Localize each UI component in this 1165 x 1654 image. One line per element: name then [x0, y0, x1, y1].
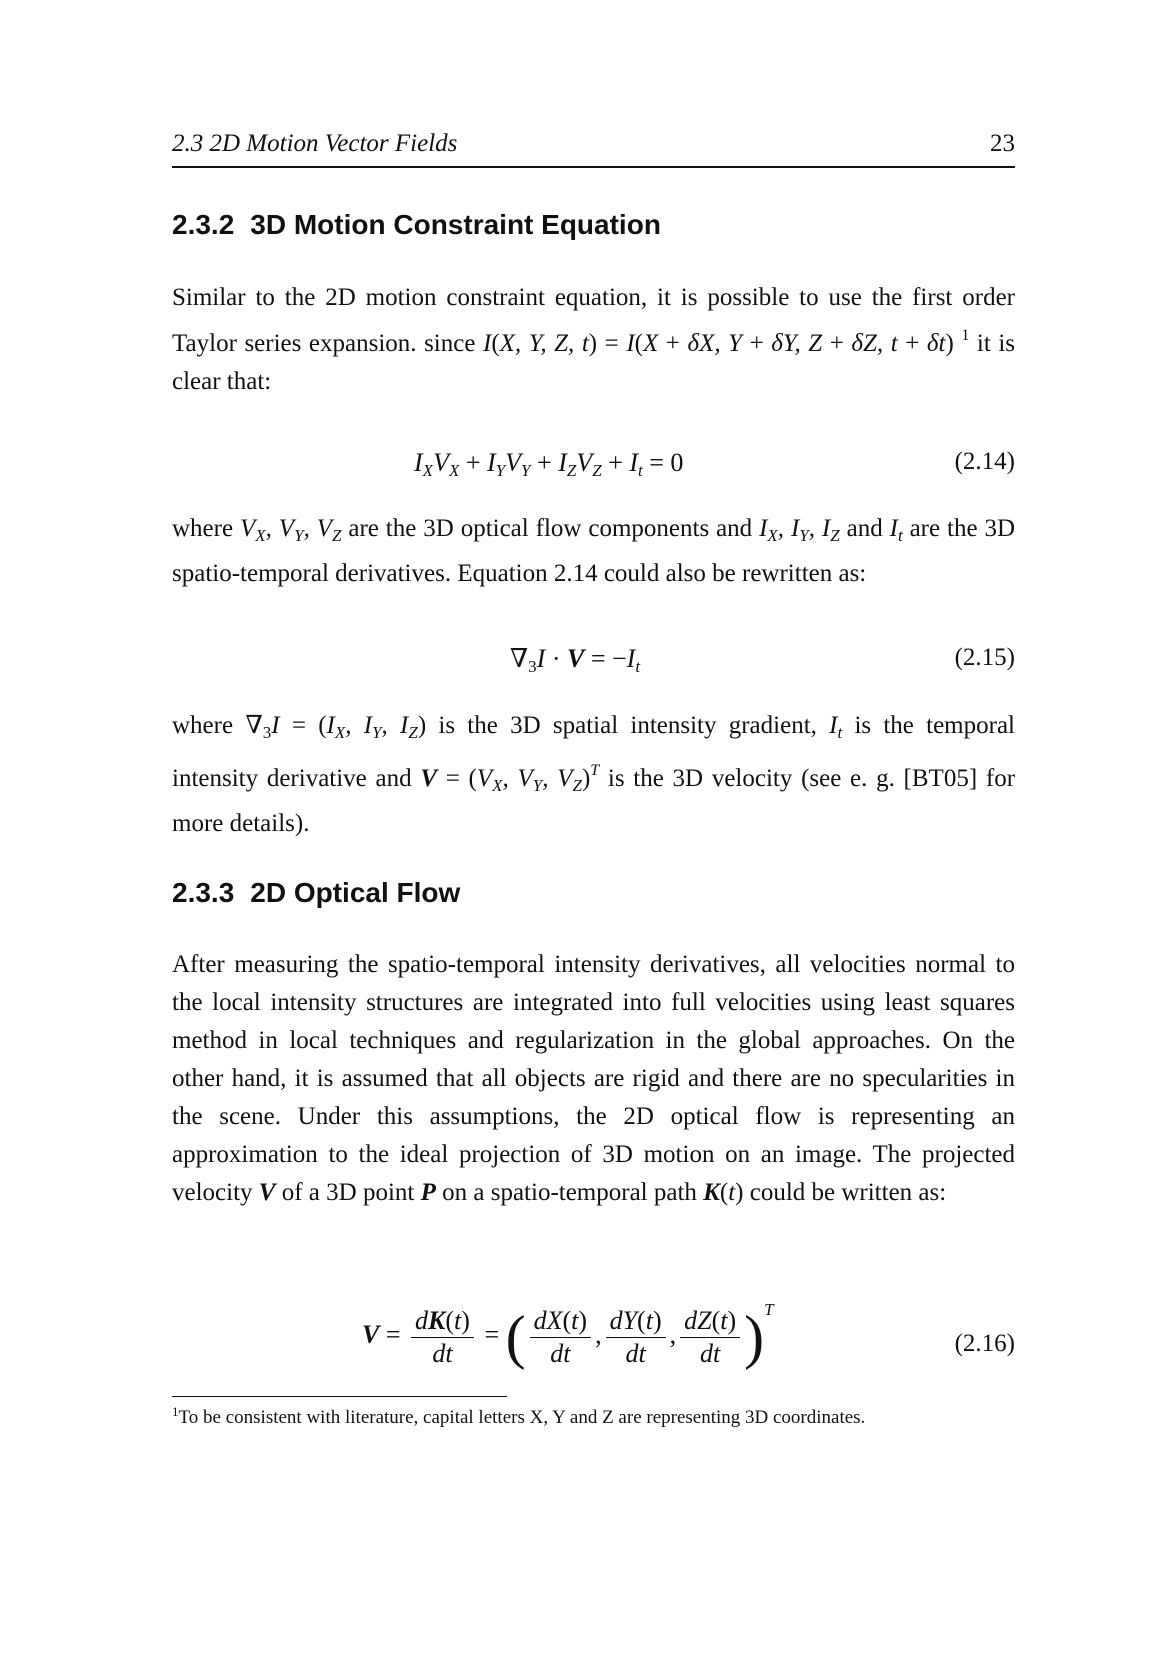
section-heading-2-3-3: [172, 877, 460, 909]
para3-text-4: is the 3D velocity (see e. g. [BT05] for more details).: [172, 765, 1016, 837]
section-number: 2.3.3: [172, 877, 235, 908]
para3-text-1: where: [172, 712, 246, 739]
para2-text-4: are the 3D spatio-temporal derivatives. Equation 2.14 could also be rewritten as:: [172, 515, 1015, 587]
footnote-rule: [172, 1396, 507, 1397]
para1-text-a: Similar to the 2D motion constraint equation, it is possible to use the first order Taylor series expansion. since: [172, 284, 1015, 357]
para2-text-1: where: [172, 515, 240, 542]
section-number: 2.3.2: [172, 209, 235, 240]
paragraph-gradient: where $\nabla_3I = (I_X$, $I_Y$, $I_Z$) is the 3D spatial intensity gradient, $I_t$ is the temporal intensity derivative and $V = (V_X$, $V_Y$, $V_Z)^T$ is the 3D velocity (see e. g. [BT05] for more details).: [172, 712, 1016, 837]
taylor-equation-inline: I: [483, 330, 492, 357]
para3-text-3: is the temporal intensity derivative and: [172, 712, 1015, 792]
equation-2-16-label: (2.16): [954, 1330, 1015, 1357]
fraction-dK-dt: $\frac{dK(t)}{dt}$: [411, 1305, 474, 1370]
page-number: 23: [990, 130, 1015, 157]
paragraph-taylor: Similar to the 2D motion constraint equation, it is possible to use the first order Taylor series expansion. since I(X, Y, Z, t) = I(X + δX, Y + δY, Z + δZ, t + δt) $^1$ it is clear that:: [172, 284, 1015, 395]
para4-text: After measuring the spatio-temporal intensity derivatives, all velocities normal to the local intensity structures are integrated into full velocities using least squares method in local techniques and regularization in the global approaches. On the other hand, it is assumed that all objects are rigid and there are no specularities in the scene. Under this assumptions, the 2D optical flow is representing an approximation to the ideal projection of 3D motion on an image. The projected velocity: [172, 951, 1015, 1206]
running-header-title: 2.3 2D Motion Vector Fields: [172, 130, 458, 157]
equation-2-16-body: V = $\frac{dK(t)}{dt}$ = ( $\frac{dX(t)}{dt}$ , $\frac{dY(t)}{dt}$ , $\frac{dZ(t)}{dt}$ )$^T$: [362, 1300, 774, 1371]
para4-mid-2: on a spatio-temporal path: [435, 1179, 704, 1206]
equation-2-15-body: $\nabla_3I \cdot V = -I_t$: [510, 644, 641, 676]
para1-text-b: it is clear that:: [172, 330, 1015, 395]
paragraph-components: where $V_X$, $V_Y$, $V_Z$ are the 3D optical flow components and $I_X$, $I_Y$, $I_Z$ and $I_t$ are the 3D spatio-temporal derivatives. Equation 2.14 could also be rewritten as:: [172, 515, 1015, 587]
equation-2-14-body: $I_XV_X + I_YV_Y + I_ZV_Z + I_t = 0$: [414, 448, 684, 480]
equation-2-15-label: (2.15): [954, 644, 1015, 671]
para2-text-2: are the 3D optical flow components and: [341, 515, 760, 542]
section-heading-2-3-2: [172, 209, 661, 241]
footnote-text: To be consistent with literature, capital letters X, Y and Z are representing 3D coordinates.: [178, 1407, 866, 1428]
para2-text-3: and: [839, 515, 890, 542]
running-header: [172, 130, 1015, 168]
para3-text-2: is the 3D spatial intensity gradient,: [426, 712, 830, 739]
section-title: 3D Motion Constraint Equation: [250, 209, 661, 240]
para4-end: could be written as:: [743, 1179, 947, 1206]
paragraph-optical-flow: After measuring the spatio-temporal intensity derivatives, all velocities normal to the local intensity structures are integrated into full velocities using least squares method in local techniques and regularization in the global approaches. On the other hand, it is assumed that all objects are rigid and there are no specularities in the scene. Under this assumptions, the 2D optical flow is representing an approximation to the ideal projection of 3D motion on an image. The projected velocity V of a 3D point P on a spatio-temporal path K(t) could be written as:: [172, 951, 1015, 1206]
para4-mid-1: of a 3D point: [275, 1179, 421, 1206]
footnote-mark: 1: [172, 1404, 179, 1419]
section-title: 2D Optical Flow: [250, 877, 461, 908]
equation-2-14-label: (2.14): [954, 448, 1015, 475]
footnote: [172, 1404, 1015, 1429]
footnote-ref: 1: [961, 327, 970, 344]
